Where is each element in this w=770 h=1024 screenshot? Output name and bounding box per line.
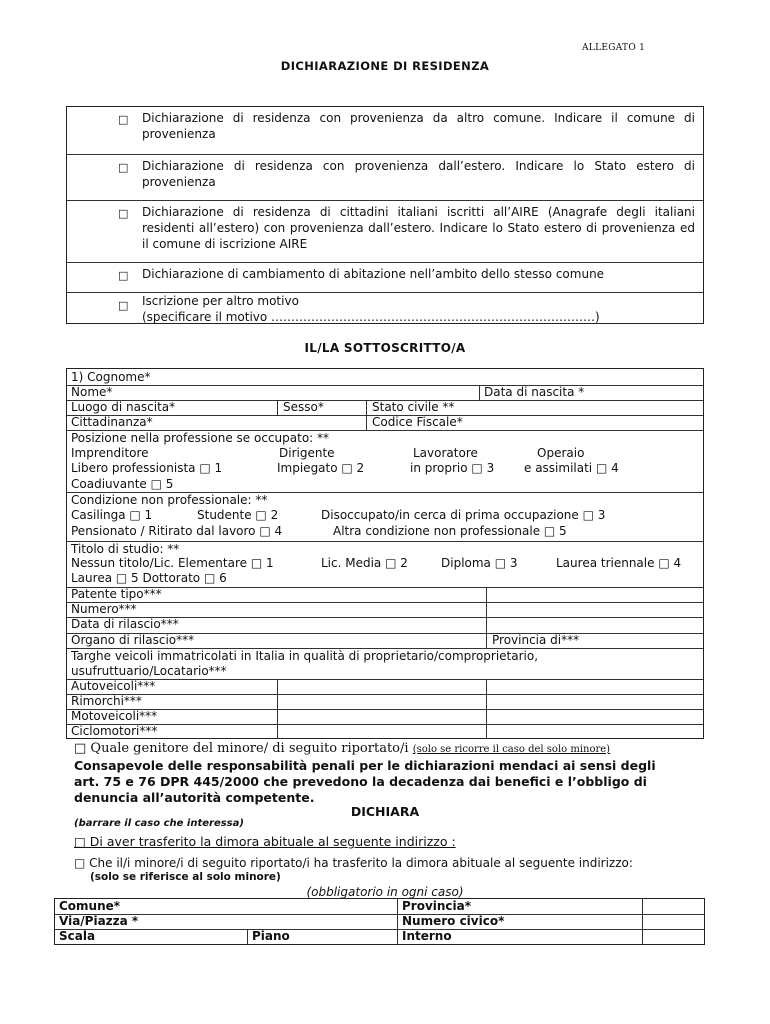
titolo-laurea-checkbox[interactable]: Laurea □ 5 Dottorato □ 6 <box>71 571 227 585</box>
option-label: Dichiarazione di residenza con provenienza da altro comune. Indicare il comune di provenienza <box>142 111 695 141</box>
checkbox-icon[interactable]: □ <box>118 161 129 174</box>
motoveicoli-field[interactable]: Motoveicoli*** <box>71 709 158 723</box>
prof-impiegato-checkbox[interactable]: Impiegato □ 2 <box>277 461 365 475</box>
patente-tipo-field[interactable]: Patente tipo*** <box>71 587 162 601</box>
option-cambio-abitazione[interactable] <box>67 263 703 293</box>
prof-lavoratore: Lavoratore <box>413 446 478 460</box>
obbligatorio-note: (obbligatorio in ogni caso) <box>306 885 464 899</box>
page-title: DICHIARAZIONE DI RESIDENZA <box>280 59 490 73</box>
genitore-option[interactable] <box>74 741 610 756</box>
consapevole-line: denuncia all’autorità competente. <box>74 790 315 805</box>
option-aire[interactable] <box>67 201 703 263</box>
genitore-note: (solo se ricorre il caso del solo minore) <box>412 744 611 755</box>
barrare-note: (barrare il caso che interessa) <box>74 818 244 829</box>
targhe-label-2: usufruttuario/Locatario*** <box>71 664 227 678</box>
cittadinanza-field[interactable]: Cittadinanza* <box>71 415 153 429</box>
prof-imprenditore: Imprenditore <box>71 446 149 460</box>
scala-field[interactable]: Scala <box>59 929 96 943</box>
ciclomotori-field[interactable]: Ciclomotori*** <box>71 724 158 738</box>
nome-field[interactable]: Nome* <box>71 385 113 399</box>
option-motivo-field[interactable]: (specificare il motivo ………………………………………………………………………) <box>142 310 600 324</box>
titolo-media-checkbox[interactable]: Lic. Media □ 2 <box>321 556 408 570</box>
numero-field[interactable]: Numero*** <box>71 602 137 616</box>
professione-heading: Posizione nella professione se occupato: ** <box>71 431 330 445</box>
option-label: Dichiarazione di cambiamento di abitazione nell’ambito dello stesso comune <box>142 267 605 281</box>
genitore-label: □ Quale genitore del minore/ di seguito riportato/i <box>74 741 409 756</box>
targhe-label: Targhe veicoli immatricolati in Italia in qualità di proprietario/comproprietario, <box>71 649 539 663</box>
checkbox-icon[interactable]: □ <box>118 207 129 220</box>
checkbox-icon[interactable]: □ <box>118 269 129 282</box>
option-label: Dichiarazione di residenza di cittadini italiani iscritti all’AIRE (Anagrafe degli italiani residenti all’estero) con provenienza dall’estero. Indicare lo Stato estero di provenienza ed il comune di iscrizione AIRE <box>142 205 695 251</box>
option-altro-comune[interactable] <box>67 107 703 155</box>
interno-field[interactable]: Interno <box>402 929 452 943</box>
section-title: IL/LA SOTTOSCRITTO/A <box>304 341 466 355</box>
data-nascita-field[interactable]: Data di nascita * <box>484 385 585 399</box>
consapevole-paragraph <box>74 758 656 806</box>
option-label: Dichiarazione di residenza con provenienza dall’estero. Indicare lo Stato estero di provenienza <box>142 159 695 189</box>
cognome-field[interactable]: 1) Cognome* <box>71 370 151 384</box>
minore-note: (solo se riferisce al solo minore) <box>90 871 281 883</box>
codice-fiscale-field[interactable]: Codice Fiscale* <box>372 415 463 429</box>
prof-assimilati-checkbox[interactable]: e assimilati □ 4 <box>524 461 619 475</box>
luogo-nascita-field[interactable]: Luogo di nascita* <box>71 400 176 414</box>
allegato-label: ALLEGATO 1 <box>582 43 646 53</box>
declaration-type-options <box>66 106 704 324</box>
address-table <box>54 898 705 945</box>
option-estero[interactable] <box>67 155 703 201</box>
checkbox-icon[interactable]: □ <box>118 299 129 312</box>
cond-pensionato-checkbox[interactable]: Pensionato / Ritirato dal lavoro □ 4 <box>71 524 283 538</box>
prof-coadiuvante-checkbox[interactable]: Coadiuvante □ 5 <box>71 477 174 491</box>
titolo-nessuno-checkbox[interactable]: Nessun titolo/Lic. Elementare □ 1 <box>71 556 274 570</box>
prof-libero-checkbox[interactable]: Libero professionista □ 1 <box>71 461 223 475</box>
titolo-heading: Titolo di studio: ** <box>71 542 180 556</box>
sesso-field[interactable]: Sesso* <box>283 400 324 414</box>
cond-studente-checkbox[interactable]: Studente □ 2 <box>197 508 279 522</box>
titolo-diploma-checkbox[interactable]: Diploma □ 3 <box>441 556 518 570</box>
prof-dirigente: Dirigente <box>279 446 335 460</box>
minore-option[interactable]: □ Che il/i minore/i di seguito riportato/i ha trasferito la dimora abituale al seguente indirizzo: <box>74 856 633 870</box>
consapevole-line: art. 75 e 76 DPR 445/2000 che prevedono la decadenza dai benefici e l’obbligo di <box>74 774 647 789</box>
data-rilascio-field[interactable]: Data di rilascio*** <box>71 617 179 631</box>
piano-field[interactable]: Piano <box>252 929 290 943</box>
prof-in-proprio-checkbox[interactable]: in proprio □ 3 <box>410 461 495 475</box>
rimorchi-field[interactable]: Rimorchi*** <box>71 694 142 708</box>
personal-data-form <box>66 368 704 739</box>
numero-civico-field[interactable]: Numero civico* <box>402 914 505 928</box>
trasferito-option[interactable]: □ Di aver trasferito la dimora abituale al seguente indirizzo : <box>74 834 456 849</box>
cond-disoccupato-checkbox[interactable]: Disoccupato/in cerca di prima occupazione □ 3 <box>321 508 606 522</box>
checkbox-icon[interactable]: □ <box>118 113 129 126</box>
option-label: Iscrizione per altro motivo <box>142 294 299 308</box>
condizione-heading: Condizione non professionale: ** <box>71 493 268 507</box>
stato-civile-field[interactable]: Stato civile ** <box>372 400 455 414</box>
prof-operaio: Operaio <box>537 446 585 460</box>
organo-rilascio-field[interactable]: Organo di rilascio*** <box>71 633 195 647</box>
comune-field[interactable]: Comune* <box>59 899 121 913</box>
provincia-field[interactable]: Provincia* <box>402 899 472 913</box>
dichiara-heading: DICHIARA <box>350 804 420 819</box>
cond-casalinga-checkbox[interactable]: Casilinga □ 1 <box>71 508 153 522</box>
titolo-triennale-checkbox[interactable]: Laurea triennale □ 4 <box>556 556 682 570</box>
provincia-rilascio-field[interactable]: Provincia di*** <box>492 633 580 647</box>
option-altro-motivo[interactable] <box>67 293 703 325</box>
via-field[interactable]: Via/Piazza * <box>59 914 139 928</box>
autoveicoli-field[interactable]: Autoveicoli*** <box>71 679 156 693</box>
consapevole-line: Consapevole delle responsabilità penali per le dichiarazioni mendaci ai sensi degli <box>74 758 656 773</box>
cond-altra-checkbox[interactable]: Altra condizione non professionale □ 5 <box>333 524 567 538</box>
